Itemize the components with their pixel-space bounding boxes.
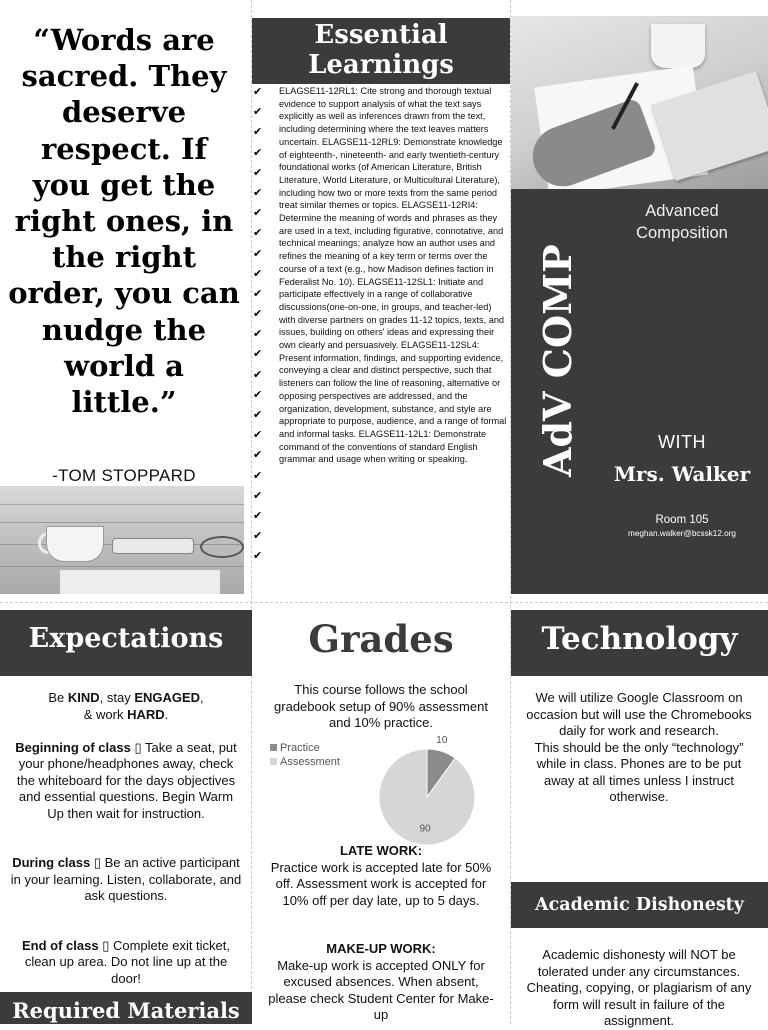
glasses-icon xyxy=(200,536,244,558)
expectations-title: Expectations xyxy=(0,610,252,676)
cup-icon xyxy=(46,526,104,562)
check-icon: ✔ xyxy=(253,86,263,98)
academic-dishonesty-title: Academic Dishonesty xyxy=(511,882,768,928)
essential-learnings-title: Essential Learnings xyxy=(252,18,510,84)
academic-dishonesty-text: Academic dishonesty will NOT be tolerated under any circumstances. Cheating, copying, or plagiarism of any form will result in failure of the assignment. xyxy=(526,947,752,1028)
check-icon: ✔ xyxy=(253,449,263,462)
during-class: During class ▯ Be an active participant in your learning. Listen, collaborate, and ask questions. xyxy=(10,855,242,903)
essential-checkmarks xyxy=(253,86,275,571)
quote-text: “Words are sacred. They deserve respect. If you get the right ones, in the right order, you can nudge the world a little.” xyxy=(8,23,240,420)
check-icon: ✔ xyxy=(253,469,263,482)
check-icon: ✔ xyxy=(253,207,263,220)
beginning-of-class: Beginning of class ▯ Take a seat, put your phone/headphones away, check the whiteboard for the days objectives and essential questions. Begin Warm Up then wait for instruction. xyxy=(15,739,237,821)
mug-icon xyxy=(651,24,705,68)
writing-photo xyxy=(511,16,768,189)
check-icon: ✔ xyxy=(253,247,263,260)
technology-body xyxy=(520,690,758,806)
check-icon: ✔ xyxy=(253,308,263,321)
check-icon: ✔ xyxy=(253,328,263,341)
room-number: Room 105 xyxy=(655,514,709,526)
phone-icon xyxy=(112,538,194,554)
pie-data-label: 10 xyxy=(436,735,448,746)
legend-item: Practice xyxy=(270,742,340,756)
check-icon: ✔ xyxy=(253,146,263,159)
expectations-motto: Be KIND, stay ENGAGED, & work HARD. xyxy=(48,690,204,722)
check-icon: ✔ xyxy=(253,227,263,240)
essential-learnings-text: ELAGSE11-12RL1: Cite strong and thorough textual evidence to support analysis of what the text says explicitly as well as inferences drawn from the text, including determining where the text leaves matters uncertain. ELAGSE11-12RL9: Demonstrate knowledge of eighteenth-, nineteenth- and early twentieth-century foundational works (of American Literature, British Literature, World Literature, or Multicultural Literature), including how two or more texts from the same period treat similar themes or topics. ELAGSE11-12RI4: Determine the meaning of words and phrases as they are used in a text, including figurative, connotative, and technical meanings; analyze how an author uses and refines the meaning of a key term or terms over the course of a text (e.g., how Madison defines faction in Federalist No. 10). ELAGSE11-12SL1: Initiate and participate effectively in a range of collaborative discussions(one-on-one, in groups, and teacher-led) with diverse partners on grades 11-12 topics, texts, and issues, building on others' ideas and expressing their own clearly and persuasively. ELAGSE11-12SL4: Present information, findings, and supporting evidence, conveying a clear and distinct perspective, such that listeners can follow the line of reasoning, alternative or opposing perspectives are addressed, and the organization, development, substance, and style are appropriate to purpose, audience, and a range of formal and informal tasks. ELAGSE11-12L1: Demonstrate command of the conventions of standard English grammar and usage when writing or speaking. xyxy=(279,86,507,465)
grades-intro: This course follows the school gradebook setup of 90% assessment and 10% practice. xyxy=(274,682,488,730)
check-icon: ✔ xyxy=(253,509,263,522)
pie-data-label: 90 xyxy=(419,823,431,835)
legend-item: Assessment xyxy=(270,756,340,770)
check-icon: ✔ xyxy=(253,126,263,139)
check-icon: ✔ xyxy=(253,106,263,119)
grade-weight-pie-chart xyxy=(372,727,482,847)
expectations-body xyxy=(10,690,242,1004)
end-of-class: End of class ▯ Complete exit ticket, clean up area. Do not line up at the door! xyxy=(21,937,231,986)
teacher-name: Mrs. Walker xyxy=(613,462,751,486)
technology-para-2: This should be the only “technology” while in class. Phones are to be put away at all times unless I instruct otherwise. xyxy=(534,739,744,804)
check-icon: ✔ xyxy=(253,550,263,563)
technology-para-1: We will utilize Google Classroom on occasion but will use the Chromebooks daily for work and research. xyxy=(526,690,752,738)
check-icon: ✔ xyxy=(253,429,263,442)
check-icon: ✔ xyxy=(253,368,263,381)
check-icon: ✔ xyxy=(253,489,263,502)
check-icon: ✔ xyxy=(253,530,263,543)
check-icon: ✔ xyxy=(253,348,263,361)
pie-legend xyxy=(270,742,340,769)
late-work: LATE WORK: Practice work is accepted late for 50% off. Assessment work is accepted for 10% off per day late, up to 5 days. xyxy=(270,843,492,908)
check-icon: ✔ xyxy=(253,287,263,300)
makeup-work: MAKE-UP WORK: Make-up work is accepted ONLY for excused absences. When absent, please check Student Center for Make-up xyxy=(268,941,494,1022)
cover-with: WITH xyxy=(658,432,706,452)
fold-line-left xyxy=(251,0,252,1024)
check-icon: ✔ xyxy=(253,166,263,179)
fold-line-middle xyxy=(0,602,768,603)
check-icon: ✔ xyxy=(253,267,263,280)
cover-vertical-title: AdV COMP xyxy=(535,244,580,477)
teacher-email[interactable]: meghan.walker@bcssk12.org xyxy=(628,529,736,538)
required-materials-title: Required Materials xyxy=(0,992,252,1024)
check-icon: ✔ xyxy=(253,388,263,401)
check-icon: ✔ xyxy=(253,409,263,421)
technology-title: Technology xyxy=(511,610,768,676)
course-name: Advanced Composition xyxy=(636,202,728,242)
check-icon: ✔ xyxy=(253,186,263,199)
grades-title: Grades xyxy=(252,610,510,676)
quote-author: -TOM STOPPARD xyxy=(52,466,196,485)
desk-photo xyxy=(0,486,244,594)
